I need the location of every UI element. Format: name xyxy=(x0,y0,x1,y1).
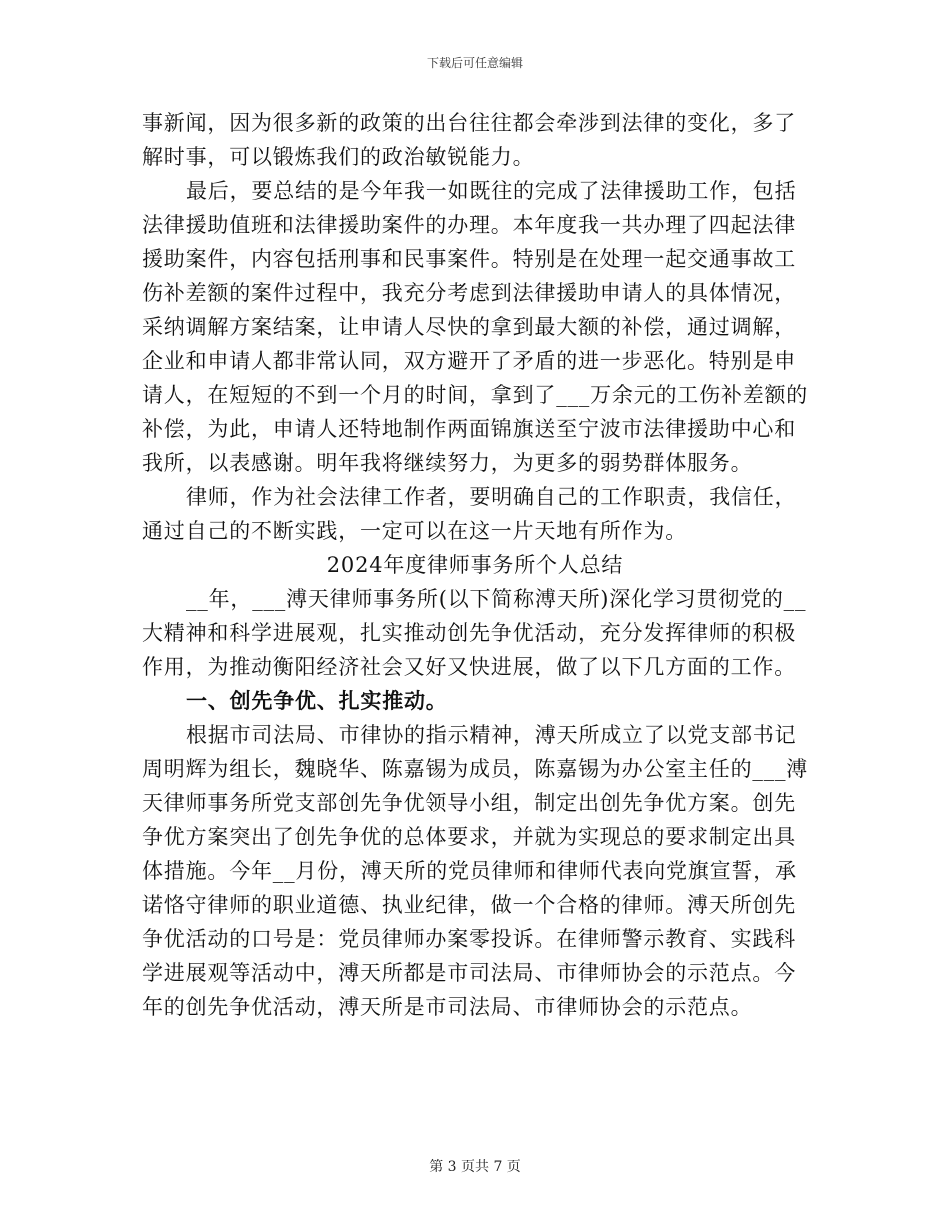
body-text-line: 企业和申请人都非常认同，双方避开了矛盾的进一步恶化。特别是申 xyxy=(142,349,796,373)
body-text-line: 争优方案突出了创先争优的总体要求，并就为实现总的要求制定出具 xyxy=(142,825,796,849)
body-text-line: 诺恪守律师的职业道德、执业纪律，做一个合格的律师。溥天所创先 xyxy=(142,893,796,917)
body-text-line: 通过自己的不断实践，一定可以在这一片天地有所作为。 xyxy=(142,519,687,543)
body-text-line: 周明辉为组长，魏晓华、陈嘉锡为成员，陈嘉锡为办公室主任的___溥 xyxy=(142,757,809,781)
section-heading: 一、创先争优、扎实推动。 xyxy=(186,688,448,713)
body-text-line: 根据市司法局、市律协的指示精神，溥天所成立了以党支部书记 xyxy=(186,723,797,747)
body-text-line: 补偿，为此，申请人还特地制作两面锦旗送至宁波市法律援助中心和 xyxy=(142,417,796,441)
body-text-line: 天律师事务所党支部创先争优领导小组，制定出创先争优方案。创先 xyxy=(142,791,796,815)
body-text-line: 请人，在短短的不到一个月的时间，拿到了___万余元的工伤补差额的 xyxy=(142,383,809,407)
body-text-line: 采纳调解方案结案，让申请人尽快的拿到最大额的补偿，通过调解， xyxy=(142,315,796,339)
body-text-line: 我所，以表感谢。明年我将继续努力，为更多的弱势群体服务。 xyxy=(142,451,753,475)
document-body xyxy=(142,106,808,1024)
body-text-line: 年的创先争优活动，溥天所是市司法局、市律师协会的示范点。 xyxy=(142,995,753,1019)
body-text-line: 伤补差额的案件过程中，我充分考虑到法律援助申请人的具体情况， xyxy=(142,281,796,305)
body-text-line: 学进展观等活动中，溥天所都是市司法局、市律师协会的示范点。今 xyxy=(142,961,796,985)
body-text-line: 解时事，可以锻炼我们的政治敏锐能力。 xyxy=(142,145,535,169)
body-text-line: 作用，为推动衡阳经济社会又好又快进展，做了以下几方面的工作。 xyxy=(142,655,796,679)
body-text-line: 体措施。今年__月份，溥天所的党员律师和律师代表向党旗宣誓，承 xyxy=(142,859,797,883)
body-text-line: __年，___溥天律师事务所(以下简称溥天所)深化学习贯彻党的__ xyxy=(186,587,807,611)
section-title: 2024年度律师事务所个人总结 xyxy=(326,553,624,577)
page-footer: 第 3 页共 7 页 xyxy=(429,1159,521,1175)
page-header: 下载后可任意编辑 xyxy=(426,56,523,70)
body-text-line: 援助案件，内容包括刑事和民事案件。特别是在处理一起交通事故工 xyxy=(142,247,796,271)
body-text-line: 事新闻，因为很多新的政策的出台往往都会牵涉到法律的变化，多了 xyxy=(142,111,796,135)
body-text-line: 法律援助值班和法律援助案件的办理。本年度我一共办理了四起法律 xyxy=(142,213,796,237)
body-text-line: 最后，要总结的是今年我一如既往的完成了法律援助工作，包括 xyxy=(186,179,797,203)
body-text-line: 律师，作为社会法律工作者，要明确自己的工作职责，我信任， xyxy=(186,485,797,509)
body-text-line: 争优活动的口号是：党员律师办案零投诉。在律师警示教育、实践科 xyxy=(142,927,796,951)
body-text-line: 大精神和科学进展观，扎实推动创先争优活动，充分发挥律师的积极 xyxy=(142,621,796,645)
